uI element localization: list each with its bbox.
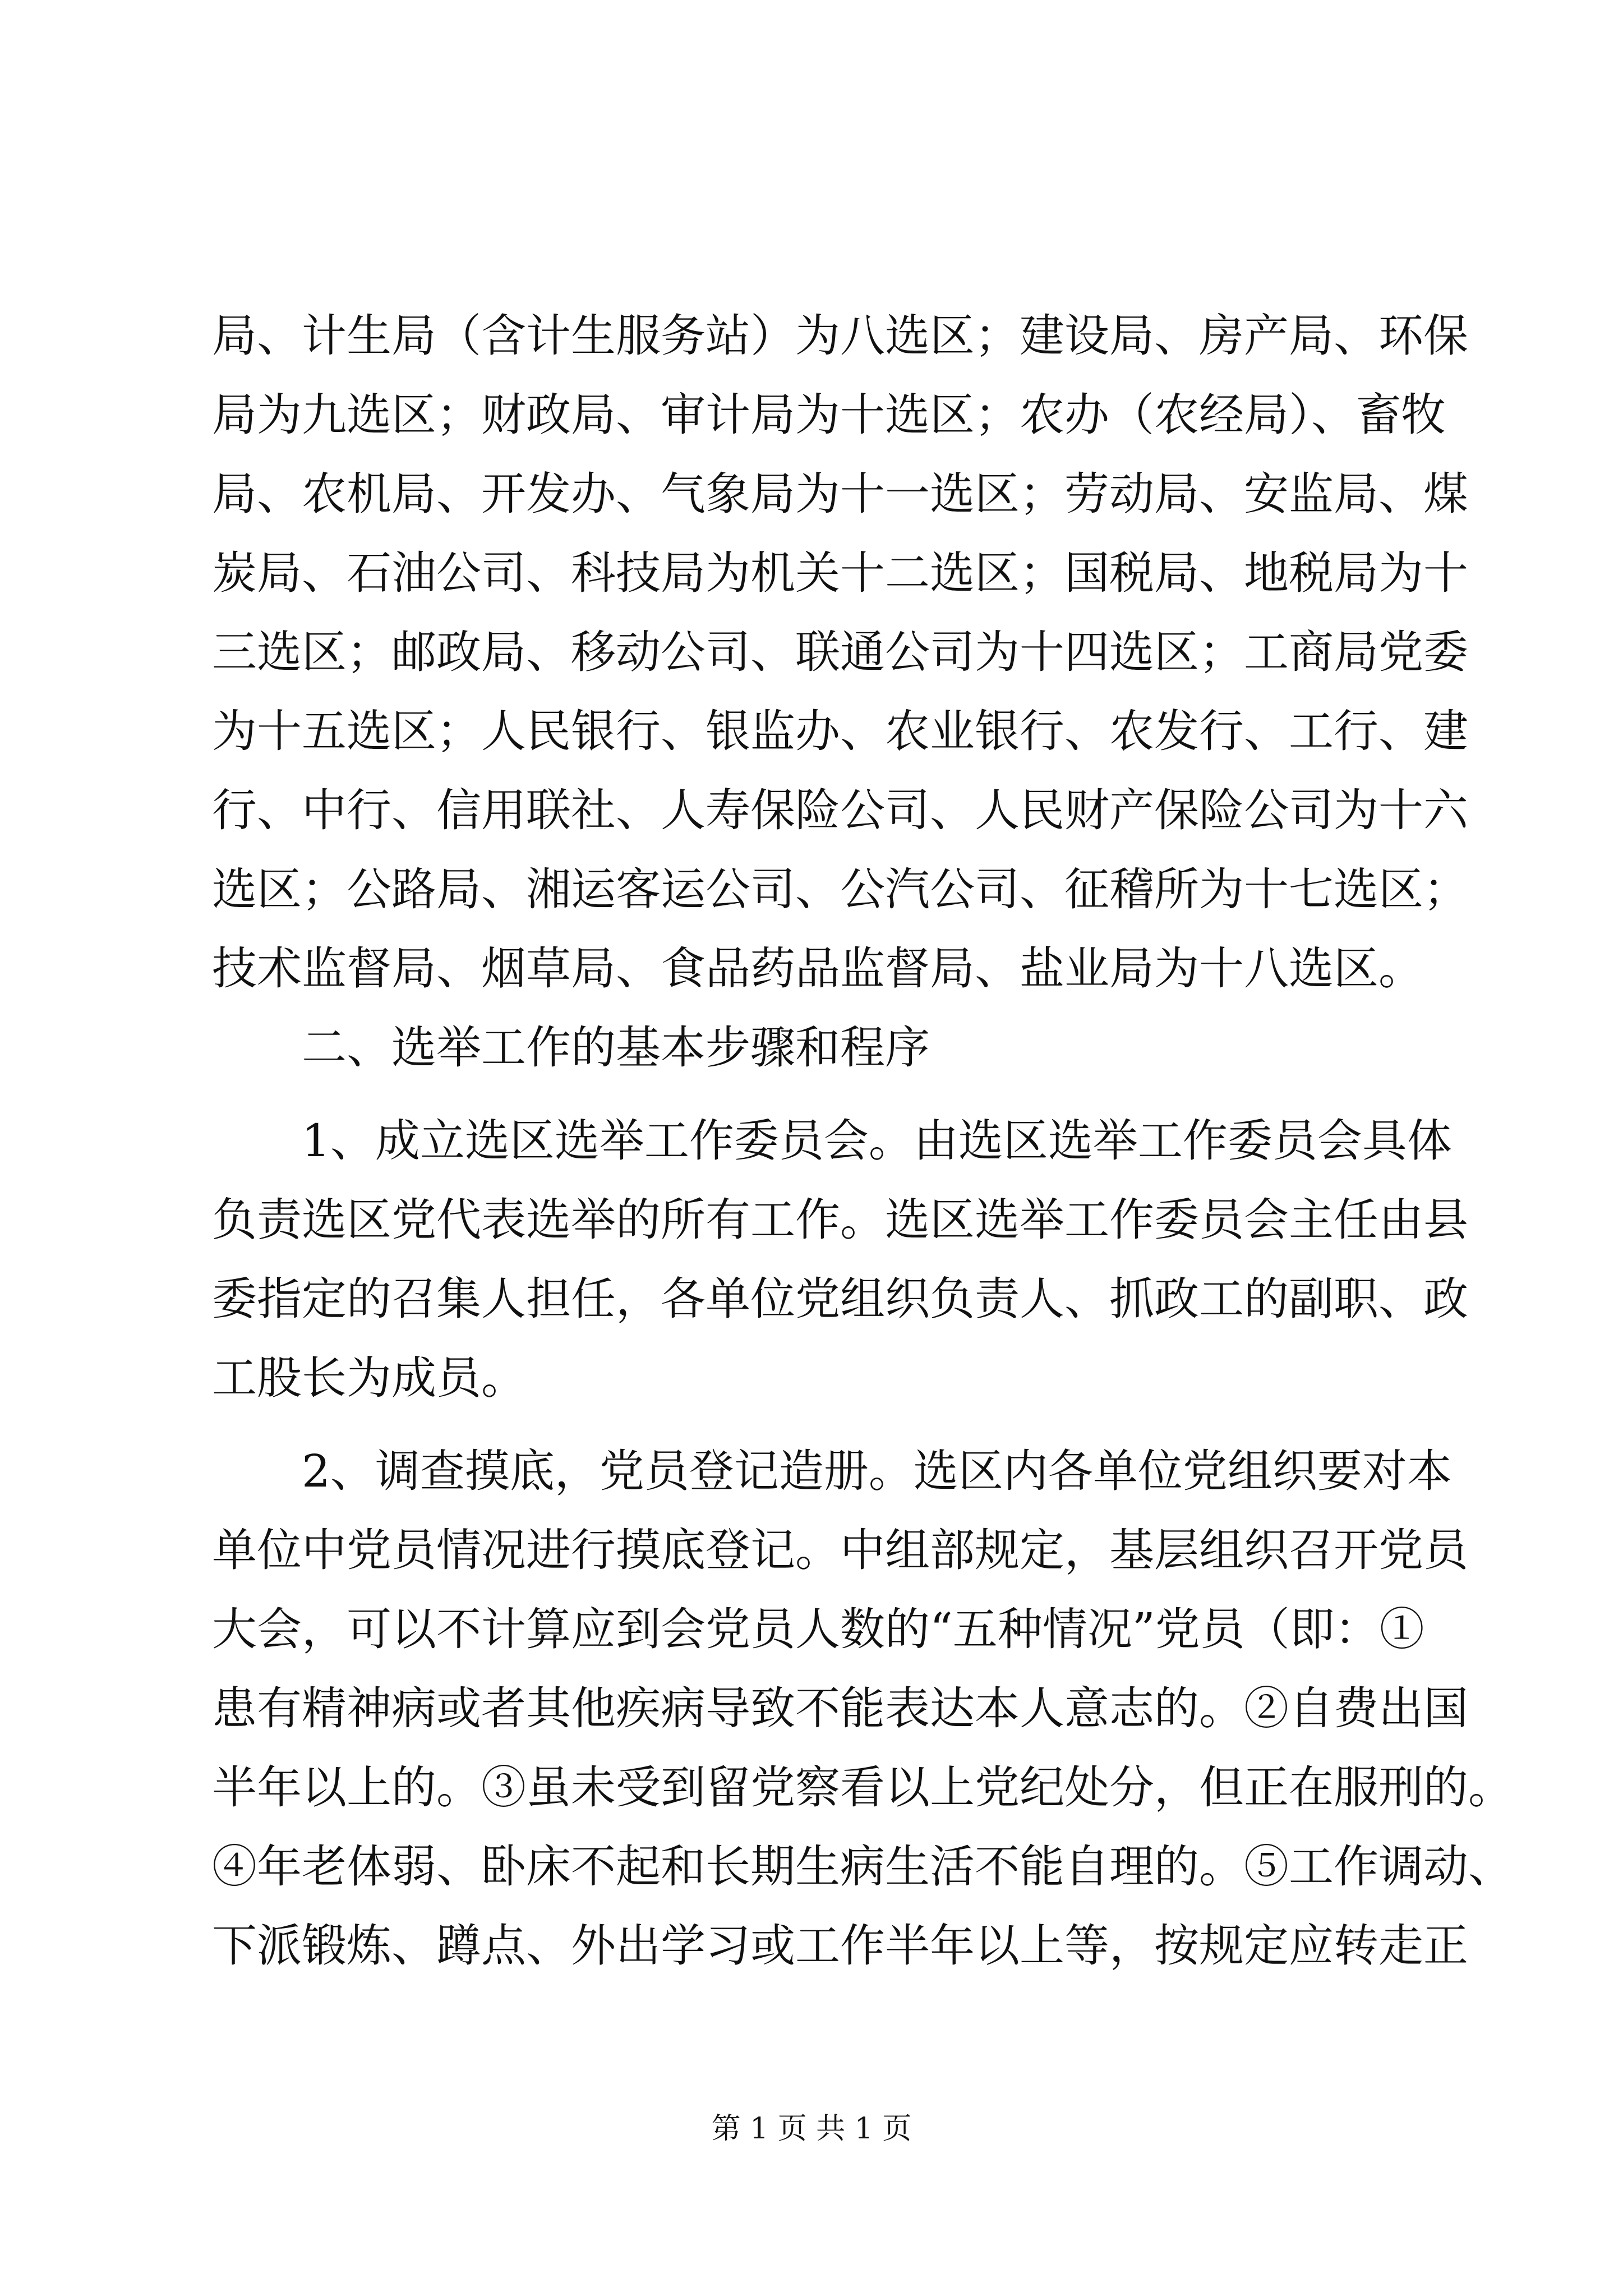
text-line: 1、成立选区选举工作委员会。由选区选举工作委员会具体 xyxy=(302,1115,1452,1167)
text-line: 大会，可以不计算应到会党员人数的“五种情况”党员（即：① xyxy=(212,1603,1424,1655)
text-line: 委指定的召集人担任，各单位党组织负责人、抓政工的副职、政 xyxy=(212,1273,1468,1325)
text-line: 下派锻炼、蹲点、外出学习或工作半年以上等，按规定应转走正 xyxy=(212,1920,1468,1972)
text-line: 局、计生局（含计生服务站）为八选区；建设局、房产局、环保 xyxy=(212,310,1468,362)
paragraph-district-list xyxy=(212,296,1468,1008)
paragraph-step-1 xyxy=(212,1101,1468,1418)
text-line: 负责选区党代表选举的所有工作。选区选举工作委员会主任由县 xyxy=(212,1194,1468,1246)
text-line: ④年老体弱、卧床不起和长期生病生活不能自理的。⑤工作调动、 xyxy=(212,1841,1513,1893)
text-line: 单位中党员情况进行摸底登记。中组部规定，基层组织召开党员 xyxy=(212,1524,1468,1576)
paragraph-step-2 xyxy=(212,1432,1513,1985)
text-line: 局、农机局、开发办、气象局为十一选区；劳动局、安监局、煤 xyxy=(212,468,1468,520)
text-line: 为十五选区；人民银行、银监办、农业银行、农发行、工行、建 xyxy=(212,705,1468,757)
text-line: 工股长为成员。 xyxy=(212,1352,526,1404)
text-line: 技术监督局、烟草局、食品药品监督局、盐业局为十八选区。 xyxy=(212,942,1423,995)
page-number-footer: 第 1 页 共 1 页 xyxy=(711,2112,912,2146)
document-body xyxy=(212,296,1513,1985)
text-line: 半年以上的。③虽未受到留党察看以上党纪处分，但正在服刑的。 xyxy=(212,1761,1513,1814)
paragraph-spacer xyxy=(212,1087,1418,1101)
text-line: 局为九选区；财政局、审计局为十选区；农办（农经局）、畜牧 xyxy=(212,389,1446,441)
text-line: 患有精神病或者其他疾病导致不能表达本人意志的。②自费出国 xyxy=(212,1682,1468,1734)
text-line: 三选区；邮政局、移动公司、联通公司为十四选区；工商局党委 xyxy=(212,626,1468,678)
text-line: 行、中行、信用联社、人寿保险公司、人民财产保险公司为十六 xyxy=(212,784,1468,836)
section-heading xyxy=(212,1008,1418,1087)
heading-line: 二、选举工作的基本步骤和程序 xyxy=(302,1022,930,1074)
text-line: 炭局、石油公司、科技局为机关十二选区；国税局、地税局为十 xyxy=(212,547,1468,599)
text-line: 2、调查摸底，党员登记造册。选区内各单位党组织要对本 xyxy=(302,1445,1452,1497)
paragraph-spacer xyxy=(212,1418,1418,1432)
text-line: 选区；公路局、湘运客运公司、公汽公司、征稽所为十七选区； xyxy=(212,863,1468,915)
